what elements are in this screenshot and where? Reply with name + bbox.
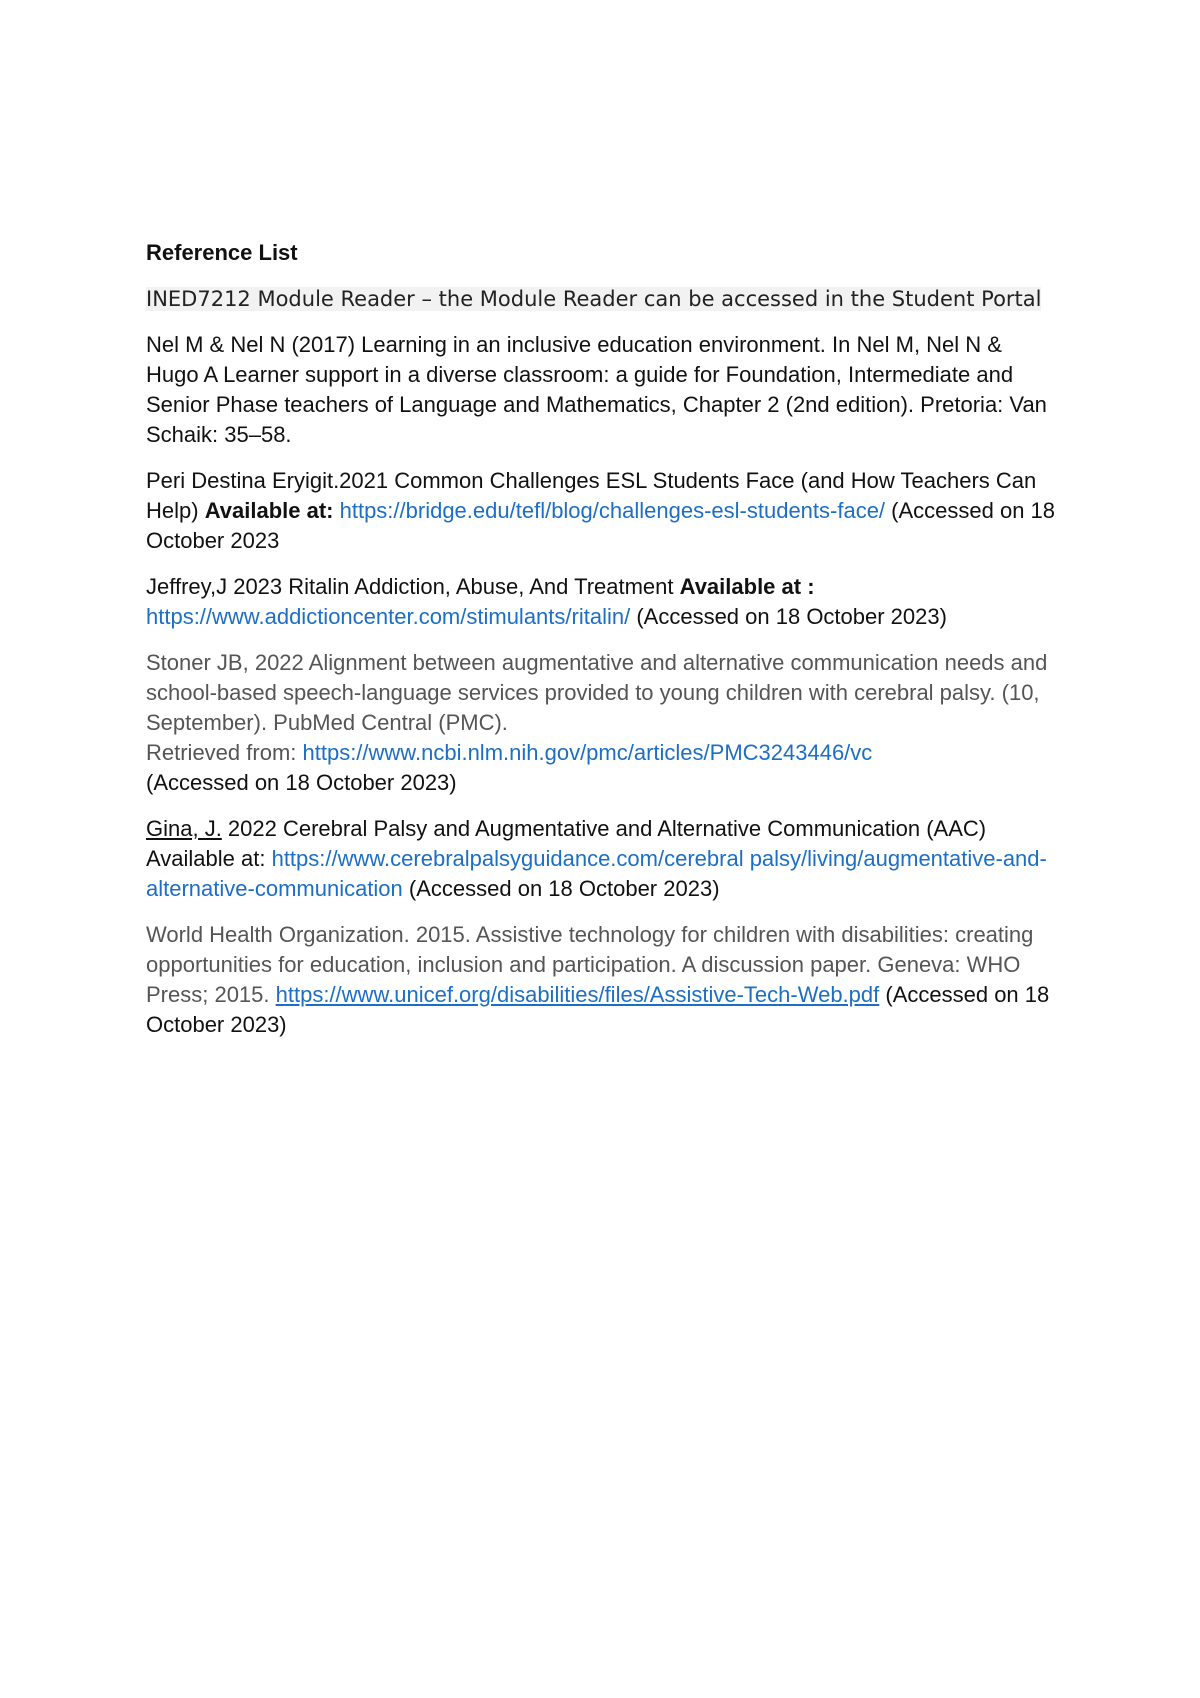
reference-7-text: World Health Organization. 2015. Assistive technology for children with disabilities: creating opportunities for education, inclusion and participation. A discussion paper. Geneva: WHO Press; 2015. <box>146 922 1034 1007</box>
reference-7-link[interactable]: https://www.unicef.org/disabilities/files/Assistive-Tech-Web.pdf <box>275 982 880 1007</box>
reference-5-link[interactable]: https://www.ncbi.nlm.nih.gov/pmc/articles/PMC3243446/vc <box>302 740 873 765</box>
reference-3-available-label: Available at: <box>204 498 334 523</box>
page-title: Reference List <box>146 240 298 265</box>
reference-5-text: Stoner JB, 2022 Alignment between augmentative and alternative communication needs and school-based speech-language services provided to young children with cerebral palsy. (10, September). PubMed Central (PMC). <box>146 650 1048 735</box>
reference-6-link[interactable]: https://www.cerebralpalsyguidance.com/cerebral palsy/living/augmentative-and-alternative-communication <box>146 846 1047 901</box>
reference-4-available-label: Available at : <box>679 574 815 599</box>
reference-6-accessed: (Accessed on 18 October 2023) <box>402 876 720 901</box>
reference-2-text: Nel M & Nel N (2017) Learning in an inclusive education environment. In Nel M, Nel N & Hugo A Learner support in a diverse classroom: a guide for Foundation, Intermediate and Senior Phase teachers of Language and Mathematics, Chapter 2 (2nd edition). Pretoria: Van Schaik: 35–58. <box>146 332 1047 447</box>
reference-item-7 <box>146 920 1056 1040</box>
reference-item-5 <box>146 648 1056 798</box>
reference-7-accessed: (Accessed on 18 October 2023) <box>146 982 1050 1037</box>
reference-5-accessed: (Accessed on 18 October 2023) <box>146 770 457 795</box>
reference-item-6 <box>146 814 1056 904</box>
reference-4-link[interactable]: https://www.addictioncenter.com/stimulants/ritalin/ <box>146 604 631 629</box>
reference-item-1 <box>146 284 1056 314</box>
reference-item-2 <box>146 330 1056 450</box>
reference-4-accessed: (Accessed on 18 October 2023) <box>630 604 947 629</box>
reference-6-text: 2022 Cerebral Palsy and Augmentative and Alternative Communication (AAC) Available at: <box>146 816 987 871</box>
reference-1-text: INED7212 Module Reader – the Module Reader can be accessed in the Student Portal <box>146 287 1042 311</box>
reference-4-text: Jeffrey,J 2023 Ritalin Addiction, Abuse, And Treatment <box>146 574 680 599</box>
reference-item-3 <box>146 466 1056 556</box>
reference-6-author: Gina, J. <box>146 816 222 841</box>
reference-3-text: Peri Destina Eryigit.2021 Common Challenges ESL Students Face (and How Teachers Can Help) <box>146 468 1037 523</box>
reference-item-4 <box>146 572 1056 632</box>
reference-list-page <box>146 236 1056 1056</box>
reference-5-retrieved-label: Retrieved from: <box>146 740 303 765</box>
reference-3-link[interactable]: https://bridge.edu/tefl/blog/challenges-esl-students-face/ <box>339 498 886 523</box>
reference-3-accessed: (Accessed on 18 October 2023 <box>146 498 1056 553</box>
